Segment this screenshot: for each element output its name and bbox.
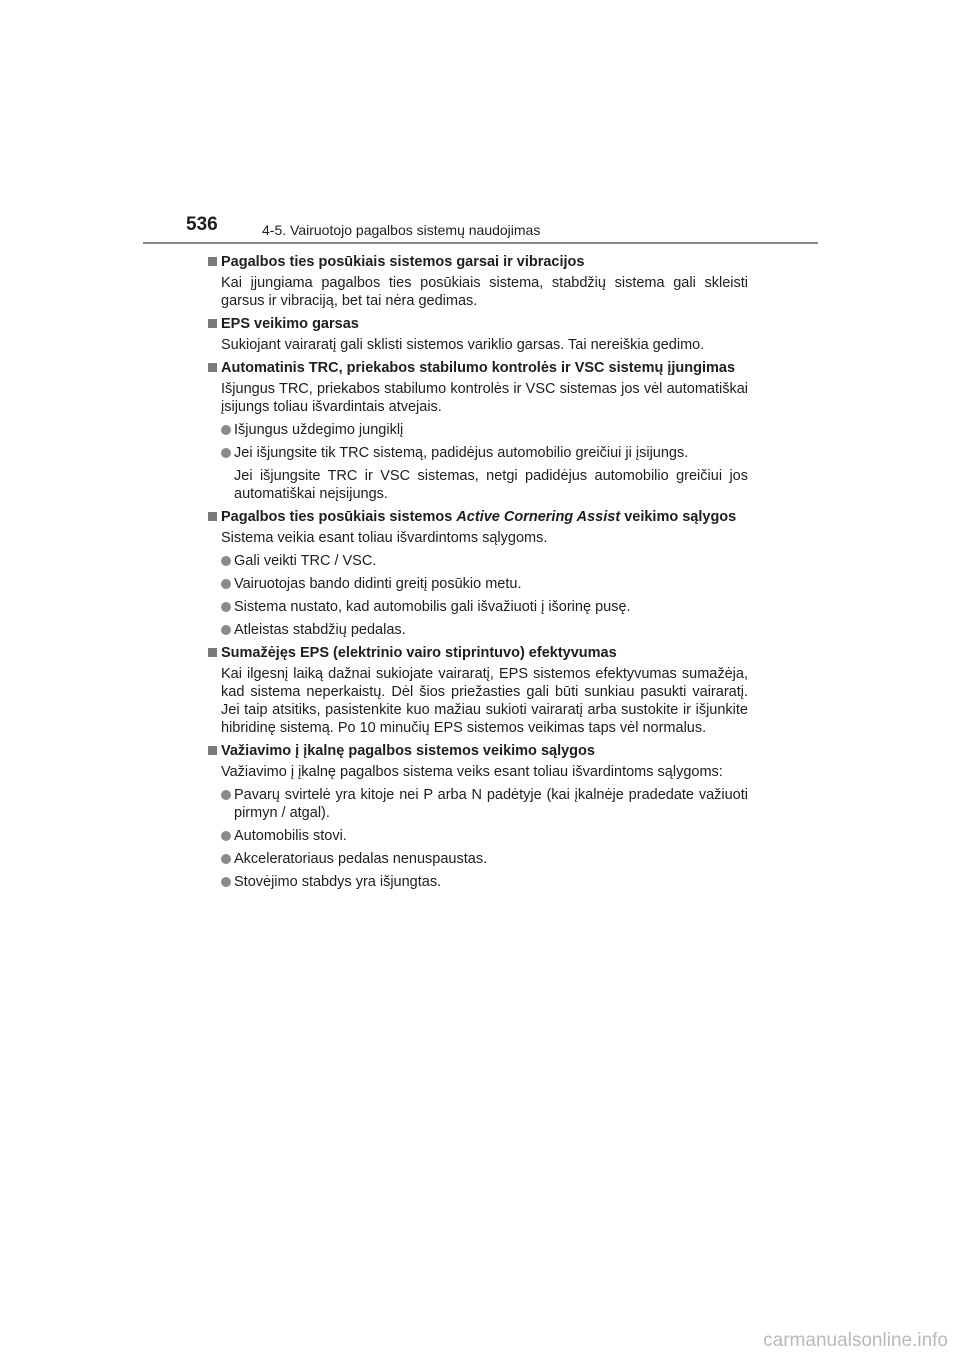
list-item: Automobilis stovi.	[221, 827, 748, 845]
round-bullet-icon	[221, 425, 231, 435]
square-bullet-icon	[208, 648, 217, 657]
section-heading: Pagalbos ties posūkiais sistemos garsai ir vibracijos	[208, 253, 748, 271]
section-paragraph: Važiavimo į įkalnę pagalbos sistema veiks esant toliau išvardintoms sąlygoms:	[221, 764, 723, 780]
section-heading: Važiavimo į įkalnę pagalbos sistemos veikimo sąlygos	[208, 742, 748, 760]
section-paragraph: Kai ilgesnį laiką dažnai sukiojate vairaratį, EPS sistemos efektyvumas sumažėja, kad sistema neperkaistų. Dėl šios priežasties gali būti sunkiau pasukti vairaratį. Jei taip atsitiks, pasistenkite kuo mažiau sukioti vairaratį arba sustokite ir išjunkite hibridinę sistemą. Po 10 minučių EPS sistemos veikimas taps vėl normalus.	[221, 666, 748, 736]
section-auto-reactivation	[208, 359, 748, 503]
section-hill-start-assist	[208, 742, 748, 891]
round-bullet-icon	[221, 625, 231, 635]
section-eps-efficiency	[208, 644, 748, 737]
list-item: Stovėjimo stabdys yra išjungtas.	[221, 873, 748, 891]
round-bullet-icon	[221, 579, 231, 589]
square-bullet-icon	[208, 363, 217, 372]
header-divider	[143, 242, 818, 244]
chapter-title: 4-5. Vairuotojo pagalbos sistemų naudojimas	[262, 222, 541, 238]
round-bullet-icon	[221, 877, 231, 887]
list-item: Vairuotojas bando didinti greitį posūkio metu.	[221, 575, 748, 593]
section-heading: EPS veikimo garsas	[208, 315, 748, 333]
round-bullet-icon	[221, 448, 231, 458]
square-bullet-icon	[208, 746, 217, 755]
page-content	[208, 253, 748, 896]
round-bullet-icon	[221, 602, 231, 612]
round-bullet-icon	[221, 854, 231, 864]
list-item: Pavarų svirtelė yra kitoje nei P arba N padėtyje (kai įkalnėje pradedate važiuoti pirmyn / atgal).	[221, 786, 748, 822]
section-heading: Pagalbos ties posūkiais sistemos Active Cornering Assist veikimo sąlygos	[208, 508, 748, 526]
list-item: Sistema nustato, kad automobilis gali išvažiuoti į išorinę pusę.	[221, 598, 748, 616]
section-paragraph: Sukiojant vairaratį gali sklisti sistemos variklio garsas. Tai nereiškia gedimo.	[221, 337, 705, 353]
square-bullet-icon	[208, 512, 217, 521]
section-heading: Automatinis TRC, priekabos stabilumo kontrolės ir VSC sistemų įjungimas	[208, 359, 748, 377]
list-item: Gali veikti TRC / VSC.	[221, 552, 748, 570]
list-item: Akceleratoriaus pedalas nenuspaustas.	[221, 850, 748, 868]
section-paragraph: Išjungus TRC, priekabos stabilumo kontrolės ir VSC sistemas jos vėl automatiškai įsijungs toliau išvardintais atvejais.	[221, 381, 748, 415]
round-bullet-icon	[221, 556, 231, 566]
watermark: carmanualsonline.info	[763, 1330, 948, 1351]
section-active-cornering-assist	[208, 508, 748, 639]
bullet-note: Jei išjungsite TRC ir VSC sistemas, netgi padidėjus automobilio greičiui jos automatiškai neįsijungs.	[234, 468, 748, 502]
section-heading: Sumažėjęs EPS (elektrinio vairo stiprintuvo) efektyvumas	[208, 644, 748, 662]
list-item: Išjungus uždegimo jungiklį	[221, 421, 748, 439]
page-number: 536	[186, 214, 218, 235]
square-bullet-icon	[208, 319, 217, 328]
round-bullet-icon	[221, 790, 231, 800]
section-paragraph: Sistema veikia esant toliau išvardintoms sąlygoms.	[221, 530, 548, 546]
list-item: Jei išjungsite tik TRC sistemą, padidėjus automobilio greičiui ji įsijungs.	[221, 444, 748, 462]
square-bullet-icon	[208, 257, 217, 266]
section-cornering-sounds	[208, 253, 748, 310]
section-eps-sound	[208, 315, 748, 354]
list-item: Atleistas stabdžių pedalas.	[221, 621, 748, 639]
round-bullet-icon	[221, 831, 231, 841]
section-paragraph: Kai įjungiama pagalbos ties posūkiais sistema, stabdžių sistema gali skleisti garsus ir vibraciją, bet tai nėra gedimas.	[221, 275, 748, 309]
